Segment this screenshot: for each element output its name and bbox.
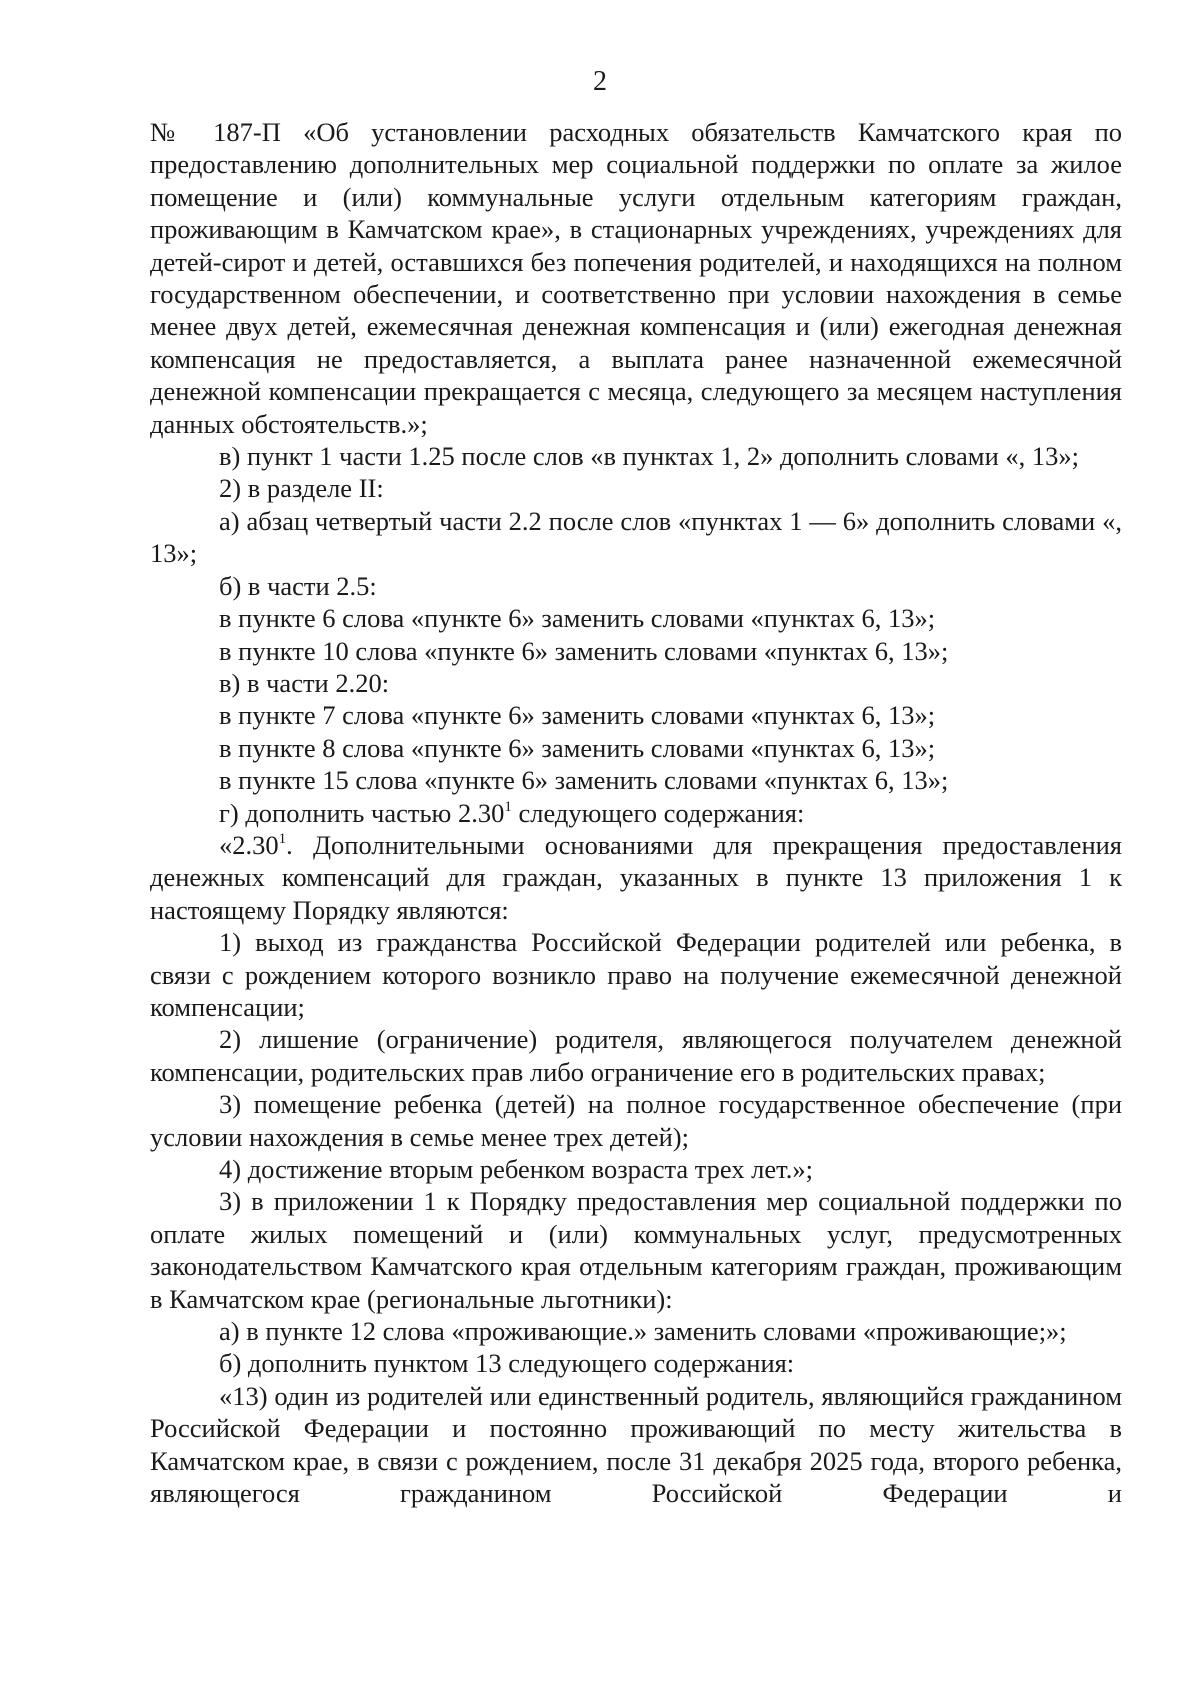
paragraph-item-v-part-2-20: в) в части 2.20: [219, 667, 390, 698]
paragraph-part-2-30-1-text [150, 829, 1122, 926]
paragraph-item-3-appendix-1: 3) в приложении 1 к Порядку предоставления мер социальной поддержки по оплате жилых помещений и (или) коммунальных услуг, предусмотренных законодательством Камчатского края отдельным категориям граждан, проживающим в Камчатском крае (региональные льготники): [150, 1186, 1122, 1314]
paragraph-ground-4: 4) достижение вторым ребенком возраста трех лет.»; [219, 1154, 813, 1184]
paragraph-section-2: 2) в разделе II: [219, 473, 384, 504]
paragraph-item-a-point-12: а) в пункте 12 слова «проживающие.» заменить словами «проживающие;»; [219, 1316, 1067, 1347]
paragraph-continuation: № 187-П «Об установлении расходных обязательств Камчатского края по предоставлению дополнительных мер социальной поддержки по оплате за жилое помещение и (или) коммунальные услуги отдельным категориям граждан, проживающим в Камчатском крае», в стационарных учреждениях, учреждениях для детей-сирот и детей, оставшихся без попечения родителей, и находящихся на полном государственном обеспечении, и соответственно при условии нахождения в семье менее двух детей, ежемесячная денежная компенсация и (или) ежегодная денежная компенсация не предоставляется, а выплата ранее назначенной ежемесячной денежной компенсации прекращается с месяца, следующего за месяцем наступления данных обстоятельств.»; [150, 117, 1122, 439]
text-fragment: г) дополнить частью 2.30 [219, 797, 505, 828]
paragraph-item-b-part-2-5: б) в части 2.5: [219, 570, 377, 601]
paragraph-item-b-point-13: б) дополнить пунктом 13 следующего содержания: [219, 1348, 795, 1379]
paragraph-point-6: в пункте 6 слова «пункте 6» заменить словами «пунктах 6, 13»; [219, 603, 936, 634]
text-fragment: «2.30 [219, 829, 279, 860]
paragraph-ground-2: 2) лишение (ограничение) родителя, являющегося получателем денежной компенсации, родительских прав либо ограничение его в родительских правах; [150, 1024, 1122, 1087]
page-number: 2 [593, 66, 607, 97]
paragraph-item-g-part-2-30-1 [150, 797, 1122, 829]
paragraph-point-10: в пункте 10 слова «пункте 6» заменить словами «пунктах 6, 13»; [219, 635, 949, 666]
paragraph-point-8: в пункте 8 слова «пункте 6» заменить словами «пунктах 6, 13»; [219, 732, 936, 763]
paragraph-item-v-part-1-25: в) пункт 1 части 1.25 после слов «в пунктах 1, 2» дополнить словами «, 13»; [219, 441, 1079, 472]
text-fragment: . Дополнительными основаниями для прекращения предоставления денежных компенсаций для граждан, указанных в пункте 13 приложения 1 к настоящему Порядку являются: [150, 829, 1122, 925]
paragraph-ground-3: 3) помещение ребенка (детей) на полное государственное обеспечение (при условии нахождения в семье менее трех детей); [150, 1089, 1122, 1152]
paragraph-point-13-text: «13) один из родителей или единственный родитель, являющийся гражданином Российской Федерации и постоянно проживающий по месту жительства в Камчатском крае, в связи с рождением, после 31 декабря 2025 года, второго ребенка, являющегося гражданином Российской Федерации и [150, 1380, 1122, 1509]
paragraph-ground-1: 1) выход из гражданства Российской Федерации родителей или ребенка, в связи с рождением которого возникло право на получение ежемесячной денежной компенсации; [150, 927, 1122, 1022]
superscript: 1 [504, 798, 512, 815]
text-fragment: следующего содержания: [511, 797, 805, 828]
paragraph-point-7: в пункте 7 слова «пункте 6» заменить словами «пунктах 6, 13»; [219, 700, 936, 731]
paragraph-item-a-part-2-2: а) абзац четвертый части 2.2 после слов «пунктах 1 — 6» дополнить словами «, 13»; [150, 505, 1122, 569]
document-body [150, 116, 1122, 1509]
paragraph-point-15: в пункте 15 слова «пункте 6» заменить словами «пунктах 6, 13»; [219, 765, 949, 796]
superscript: 1 [278, 830, 287, 847]
